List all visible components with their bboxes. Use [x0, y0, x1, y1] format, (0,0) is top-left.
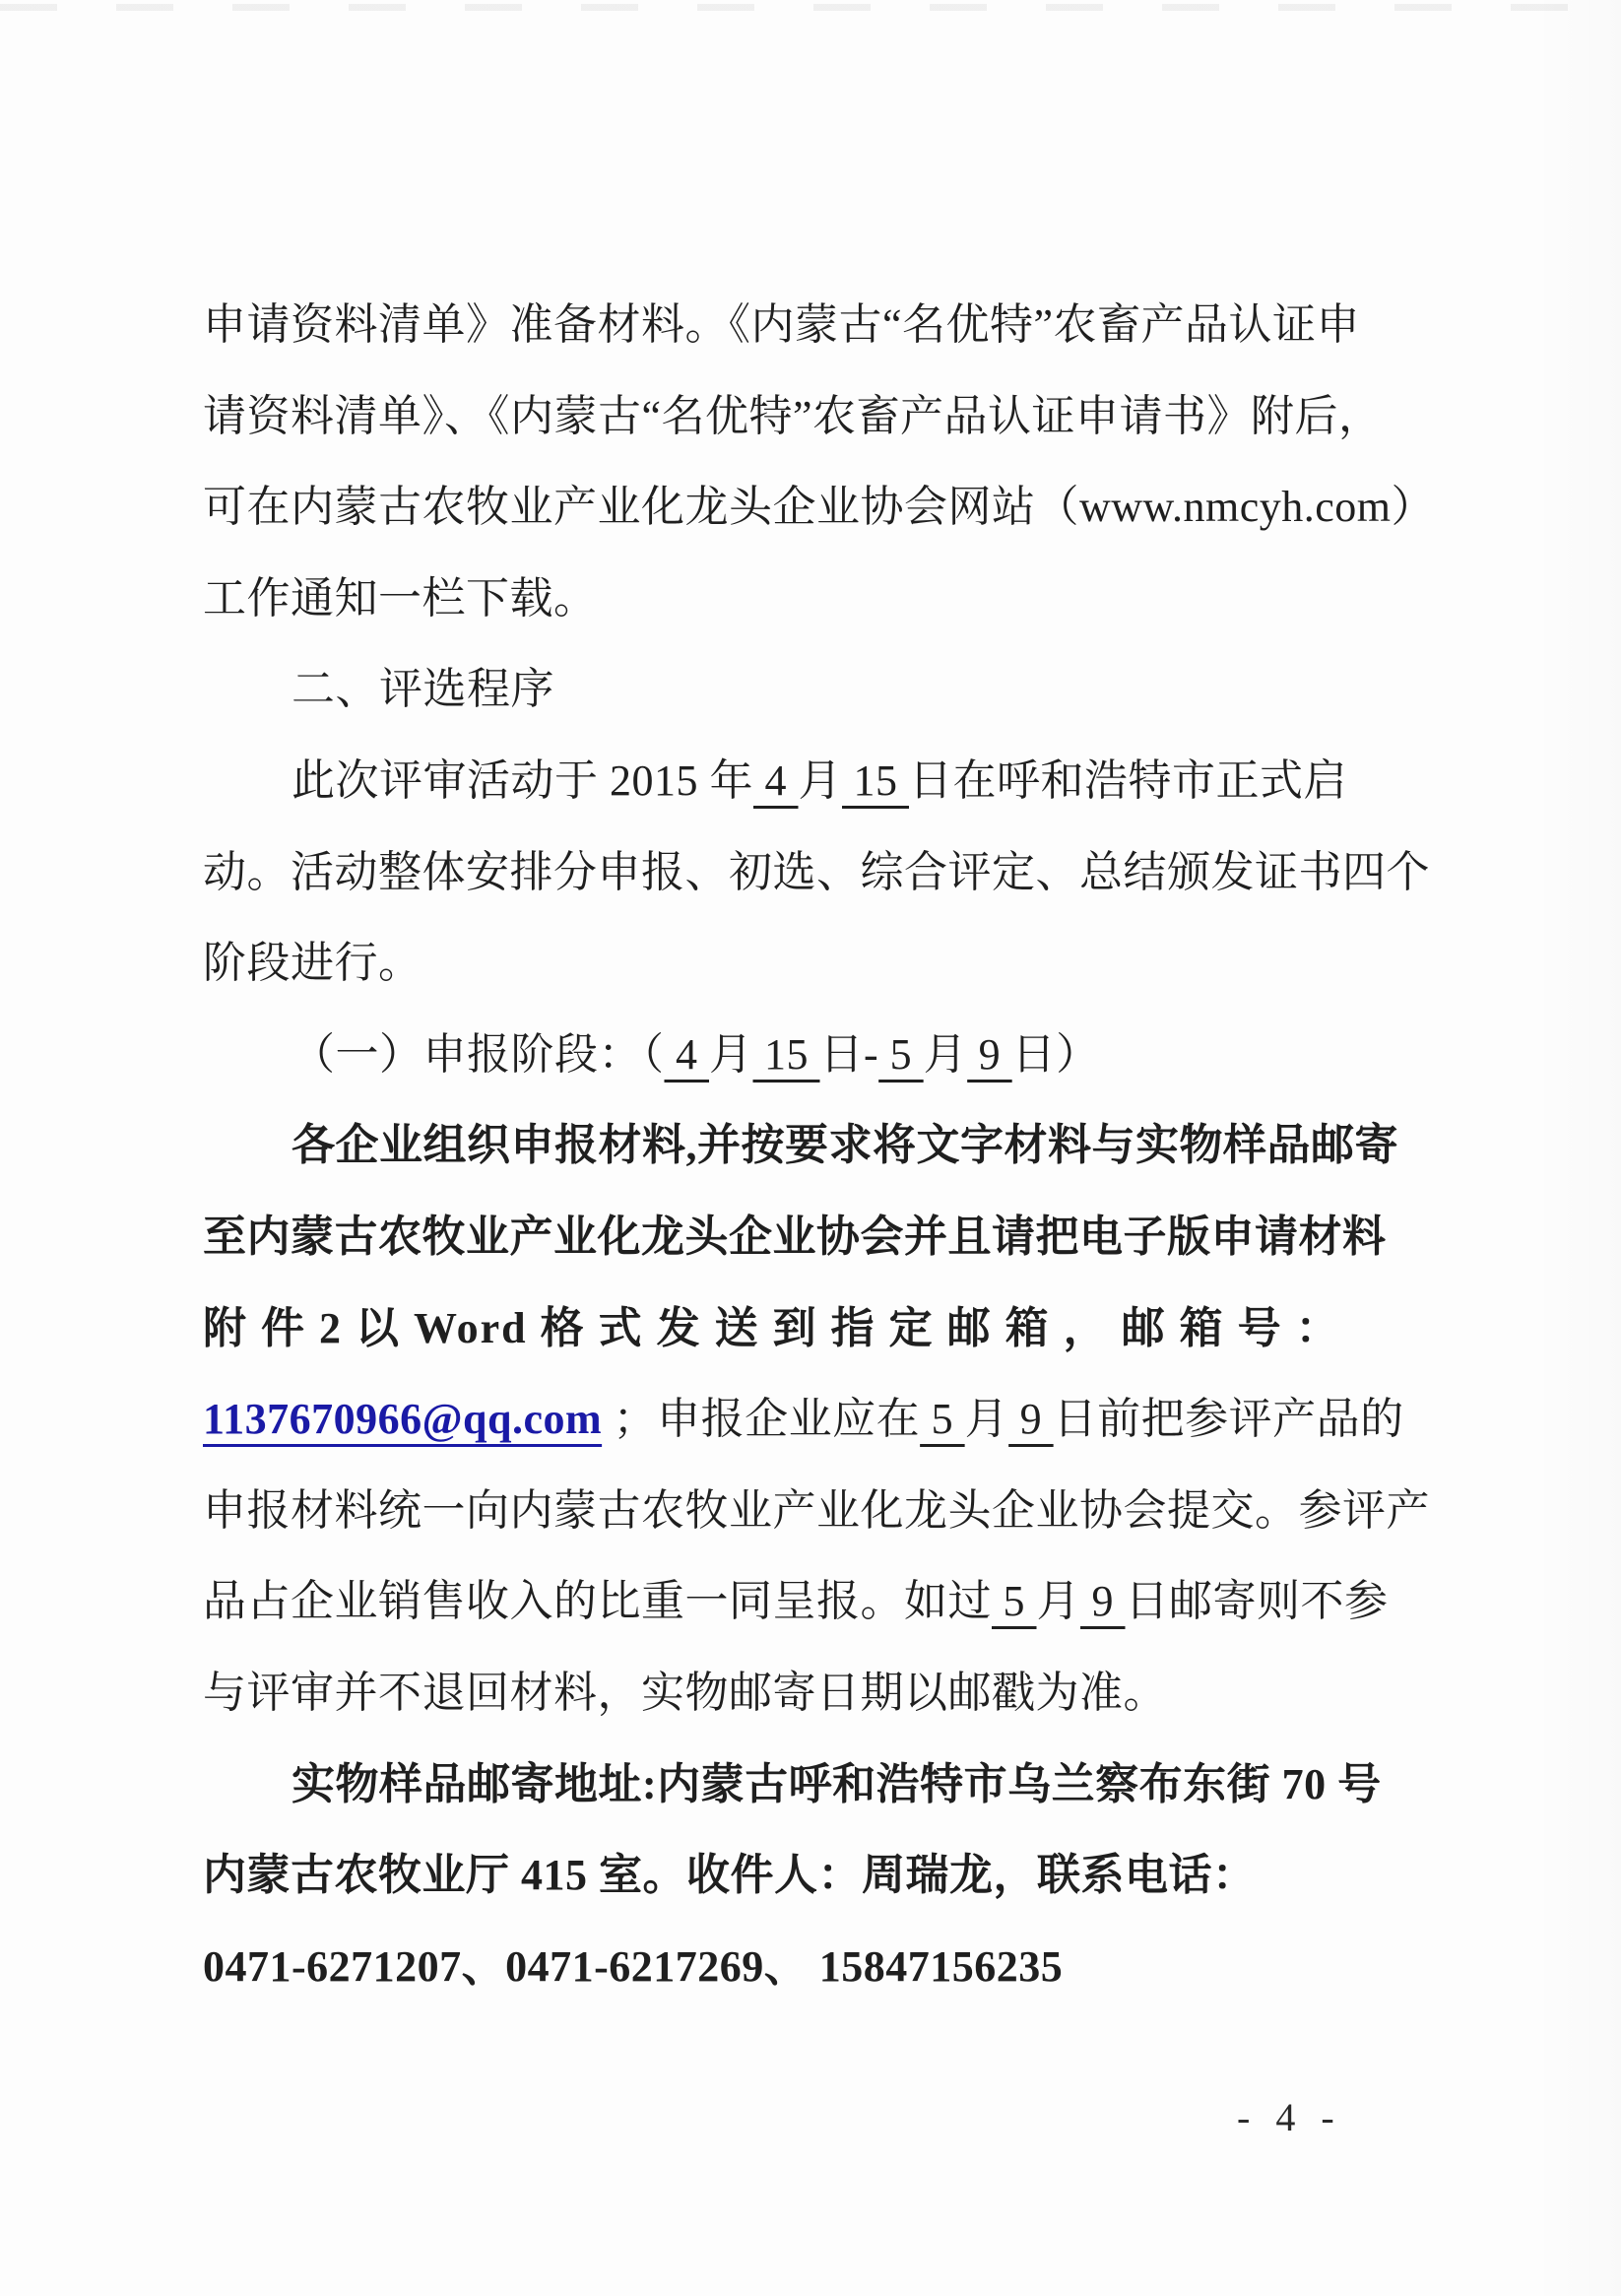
text-line [203, 1192, 1399, 1283]
text-segment: 日） [1011, 1029, 1100, 1079]
text-segment: 申请资料清单》准备材料。《内蒙古“名优特”农畜产品认证申 [203, 300, 1361, 349]
text-line [203, 1283, 1399, 1375]
text-segment: 9 [1008, 1395, 1054, 1444]
text-segment: 内蒙古农牧业厅 415 室。收件人：周瑞龙，联系电话： [203, 1851, 1257, 1900]
text-segment: 4 [664, 1029, 709, 1079]
text-segment: 工作通知一栏下载。 [203, 573, 598, 623]
text-segment: 日邮寄则不参 [1125, 1577, 1389, 1626]
text-segment: 日- [819, 1029, 879, 1079]
text-line [203, 1010, 1399, 1101]
text-segment: 实物样品邮寄地址:内蒙古呼和浩特市乌兰察布东街 70 号 [292, 1759, 1382, 1808]
text-segment: 15 [752, 1029, 820, 1079]
text-line [203, 1466, 1430, 1557]
text-segment: 日在呼和浩特市正式启 [909, 755, 1347, 805]
text-segment: 申报材料统一向内蒙古农牧业产业化龙头企业协会提交。参评产 [203, 1485, 1430, 1535]
text-segment: 0471-6271207、0471-6217269、 15847156235 [203, 1941, 1064, 1991]
text-segment: 5 [878, 1029, 924, 1079]
text-segment: 4 [753, 755, 799, 805]
text-segment: 月 [1036, 1577, 1080, 1626]
text-segment: 至内蒙古农牧业产业化龙头企业协会并且请把电子版申请材料 [203, 1212, 1387, 1261]
text-line [203, 371, 1399, 463]
text-line [203, 644, 1399, 736]
text-segment: （一）申报阶段：（ [292, 1029, 665, 1079]
text-line [203, 827, 1430, 919]
text-line [203, 1100, 1399, 1192]
text-segment: 阶段进行。 [203, 939, 422, 988]
text-line [203, 1830, 1399, 1922]
text-segment: 月 [964, 1395, 1009, 1444]
text-segment: 日前把参评产品的 [1053, 1395, 1404, 1444]
text-segment: 各企业组织申报材料,并按要求将文字材料与实物样品邮寄 [292, 1121, 1398, 1170]
text-segment: 5 [920, 1395, 965, 1444]
text-segment: 9 [967, 1029, 1012, 1079]
text-segment: ；申报企业应在 [602, 1395, 921, 1444]
text-line [203, 918, 1399, 1010]
text-line [203, 1922, 1399, 2013]
text-segment: 与评审并不退回材料，实物邮寄日期以邮戳为准。 [203, 1668, 1167, 1717]
text-segment: 15 [842, 755, 909, 805]
text-line [203, 1739, 1399, 1831]
text-segment: 请资料清单》、《内蒙古“名优特”农畜产品认证申请书》附后， [203, 391, 1383, 440]
text-line [203, 554, 1399, 645]
text-line [203, 1374, 1404, 1466]
document-body [203, 280, 1435, 2012]
text-segment: 品占企业销售收入的比重一同呈报。如过 [203, 1577, 992, 1626]
text-segment: 月 [923, 1029, 968, 1079]
text-line [203, 1648, 1399, 1739]
text-segment: 动。活动整体安排分申报、初选、综合评定、总结颁发证书四个 [203, 847, 1430, 896]
text-line [203, 736, 1399, 827]
text-segment: 可在内蒙古农牧业产业化龙头企业协会网站（www.nmcyh.com） [203, 483, 1435, 532]
text-segment: 5 [992, 1577, 1037, 1626]
text-segment: 二、评选程序 [292, 665, 554, 714]
email-link[interactable]: 1137670966@qq.com [203, 1395, 603, 1444]
scan-artifact-right-edge [1532, 0, 1621, 2296]
text-segment: 月 [798, 755, 842, 805]
scan-artifact-top-edge [0, 4, 1621, 11]
text-segment: 9 [1080, 1577, 1126, 1626]
text-line [203, 1556, 1399, 1648]
text-line [203, 280, 1399, 371]
text-segment: 附 件 2 以 Word 格 式 发 送 到 指 定 邮 箱 ， 邮 箱 号 ： [203, 1303, 1341, 1352]
text-line [203, 462, 1435, 554]
text-segment: 此次评审活动于 2015 年 [292, 755, 753, 805]
page-number: - 4 - [1237, 2095, 1342, 2139]
text-segment: 月 [709, 1029, 753, 1079]
